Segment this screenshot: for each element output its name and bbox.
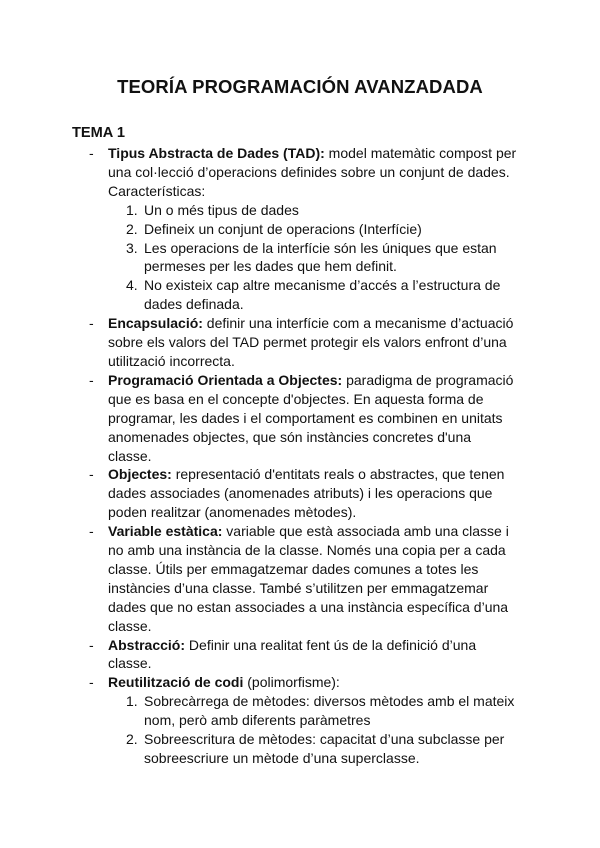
- number-marker: 2.: [126, 220, 138, 237]
- term-label: Reutilització de codi: [108, 674, 244, 691]
- term-label: Objectes:: [108, 466, 172, 483]
- term-label: Tipus Abstracta de Dades (TAD):: [108, 145, 325, 161]
- dash-marker: -: [89, 145, 94, 161]
- numbered-item-text: Les operacions de la interfície són les úniques que estan permeses per les dades que hem definit.: [144, 239, 497, 275]
- term-description: variable que està associada amb una classe i no amb una instància de la classe. Només una copia per a cada classe. Útils per emmagatzemar dades comunes a totes les instàncies d’una classe. També s’utilitzen per emmagatzemar dades que no estan associades a una instància específica d’una classe.: [108, 523, 509, 634]
- numbered-item: [126, 276, 518, 314]
- numbered-item-text: Sobreescritura de mètodes: capacitat d’una subclasse per sobreescriure un mètode d’una superclasse.: [144, 731, 505, 766]
- term-label: Programació Orientada a Objectes:: [108, 371, 343, 388]
- dash-marker: -: [89, 315, 94, 332]
- dash-marker: -: [89, 523, 94, 540]
- numbered-item-text: Defineix un conjunt de operacions (Interfície): [144, 220, 422, 237]
- numbered-list: [126, 692, 518, 768]
- dash-marker: -: [89, 466, 94, 483]
- numbered-item-text: Un o més tipus de dades: [144, 201, 299, 218]
- dash-marker: -: [89, 636, 94, 653]
- term-description: model matemàtic compost per una col·lecció d’operacions definides sobre un conjunt de dades. Características:: [108, 145, 517, 199]
- numbered-list: [126, 201, 518, 314]
- term-description: (polimorfisme):: [243, 674, 340, 691]
- term-label: Encapsulació:: [108, 315, 203, 332]
- term-description: paradigma de programació que es basa en el concepte d'objectes. En aquesta forma de programar, les dades i el comportament es combinen en unitats anomenades objectes, que són instàncies concretes d'una classe.: [108, 371, 514, 464]
- definitions-list: [0, 144, 600, 768]
- list-item-poo: [0, 371, 518, 466]
- number-marker: 4.: [126, 277, 138, 294]
- list-item-encapsulacio: [0, 314, 518, 371]
- list-item-objectes: [0, 465, 518, 522]
- dash-marker: -: [89, 674, 94, 691]
- numbered-item: [126, 730, 518, 768]
- list-item-reutilitzacio: [0, 673, 518, 768]
- list-item-tad: [0, 144, 518, 314]
- number-marker: 1.: [126, 201, 138, 218]
- term-description: representació d'entitats reals o abstractes, que tenen dades associades (anomenades atributs) i les operacions que poden realitzar (anomenades mètodes).: [108, 466, 505, 521]
- numbered-item: [126, 239, 518, 277]
- term-description: Definir una realitat fent ús de la definició d’una classe.: [108, 636, 477, 672]
- numbered-item-text: Sobrecàrrega de mètodes: diversos mètodes amb el mateix nom, però amb diferents paràmetres: [144, 693, 515, 729]
- numbered-item-text: No existeix cap altre mecanisme d’accés a l’estructura de dades definada.: [144, 277, 501, 313]
- list-item-abstraccio: [0, 636, 518, 674]
- page-title: TEORÍA PROGRAMACIÓN AVANZADADA: [117, 76, 483, 97]
- section-heading: TEMA 1: [72, 125, 125, 141]
- numbered-item: [126, 220, 518, 239]
- dash-marker: -: [89, 371, 94, 388]
- list-item-variable-estatica: [0, 522, 518, 635]
- number-marker: 1.: [126, 693, 138, 710]
- number-marker: 3.: [126, 239, 138, 256]
- term-label: Variable estàtica:: [108, 523, 223, 540]
- numbered-item: [126, 201, 518, 220]
- term-description: definir una interfície com a mecanisme d’actuació sobre els valors del TAD permet protegir els valors enfront d’una utilització incorrecta.: [108, 315, 514, 369]
- numbered-item: [126, 692, 518, 730]
- term-label: Abstracció:: [108, 636, 186, 653]
- number-marker: 2.: [126, 731, 138, 748]
